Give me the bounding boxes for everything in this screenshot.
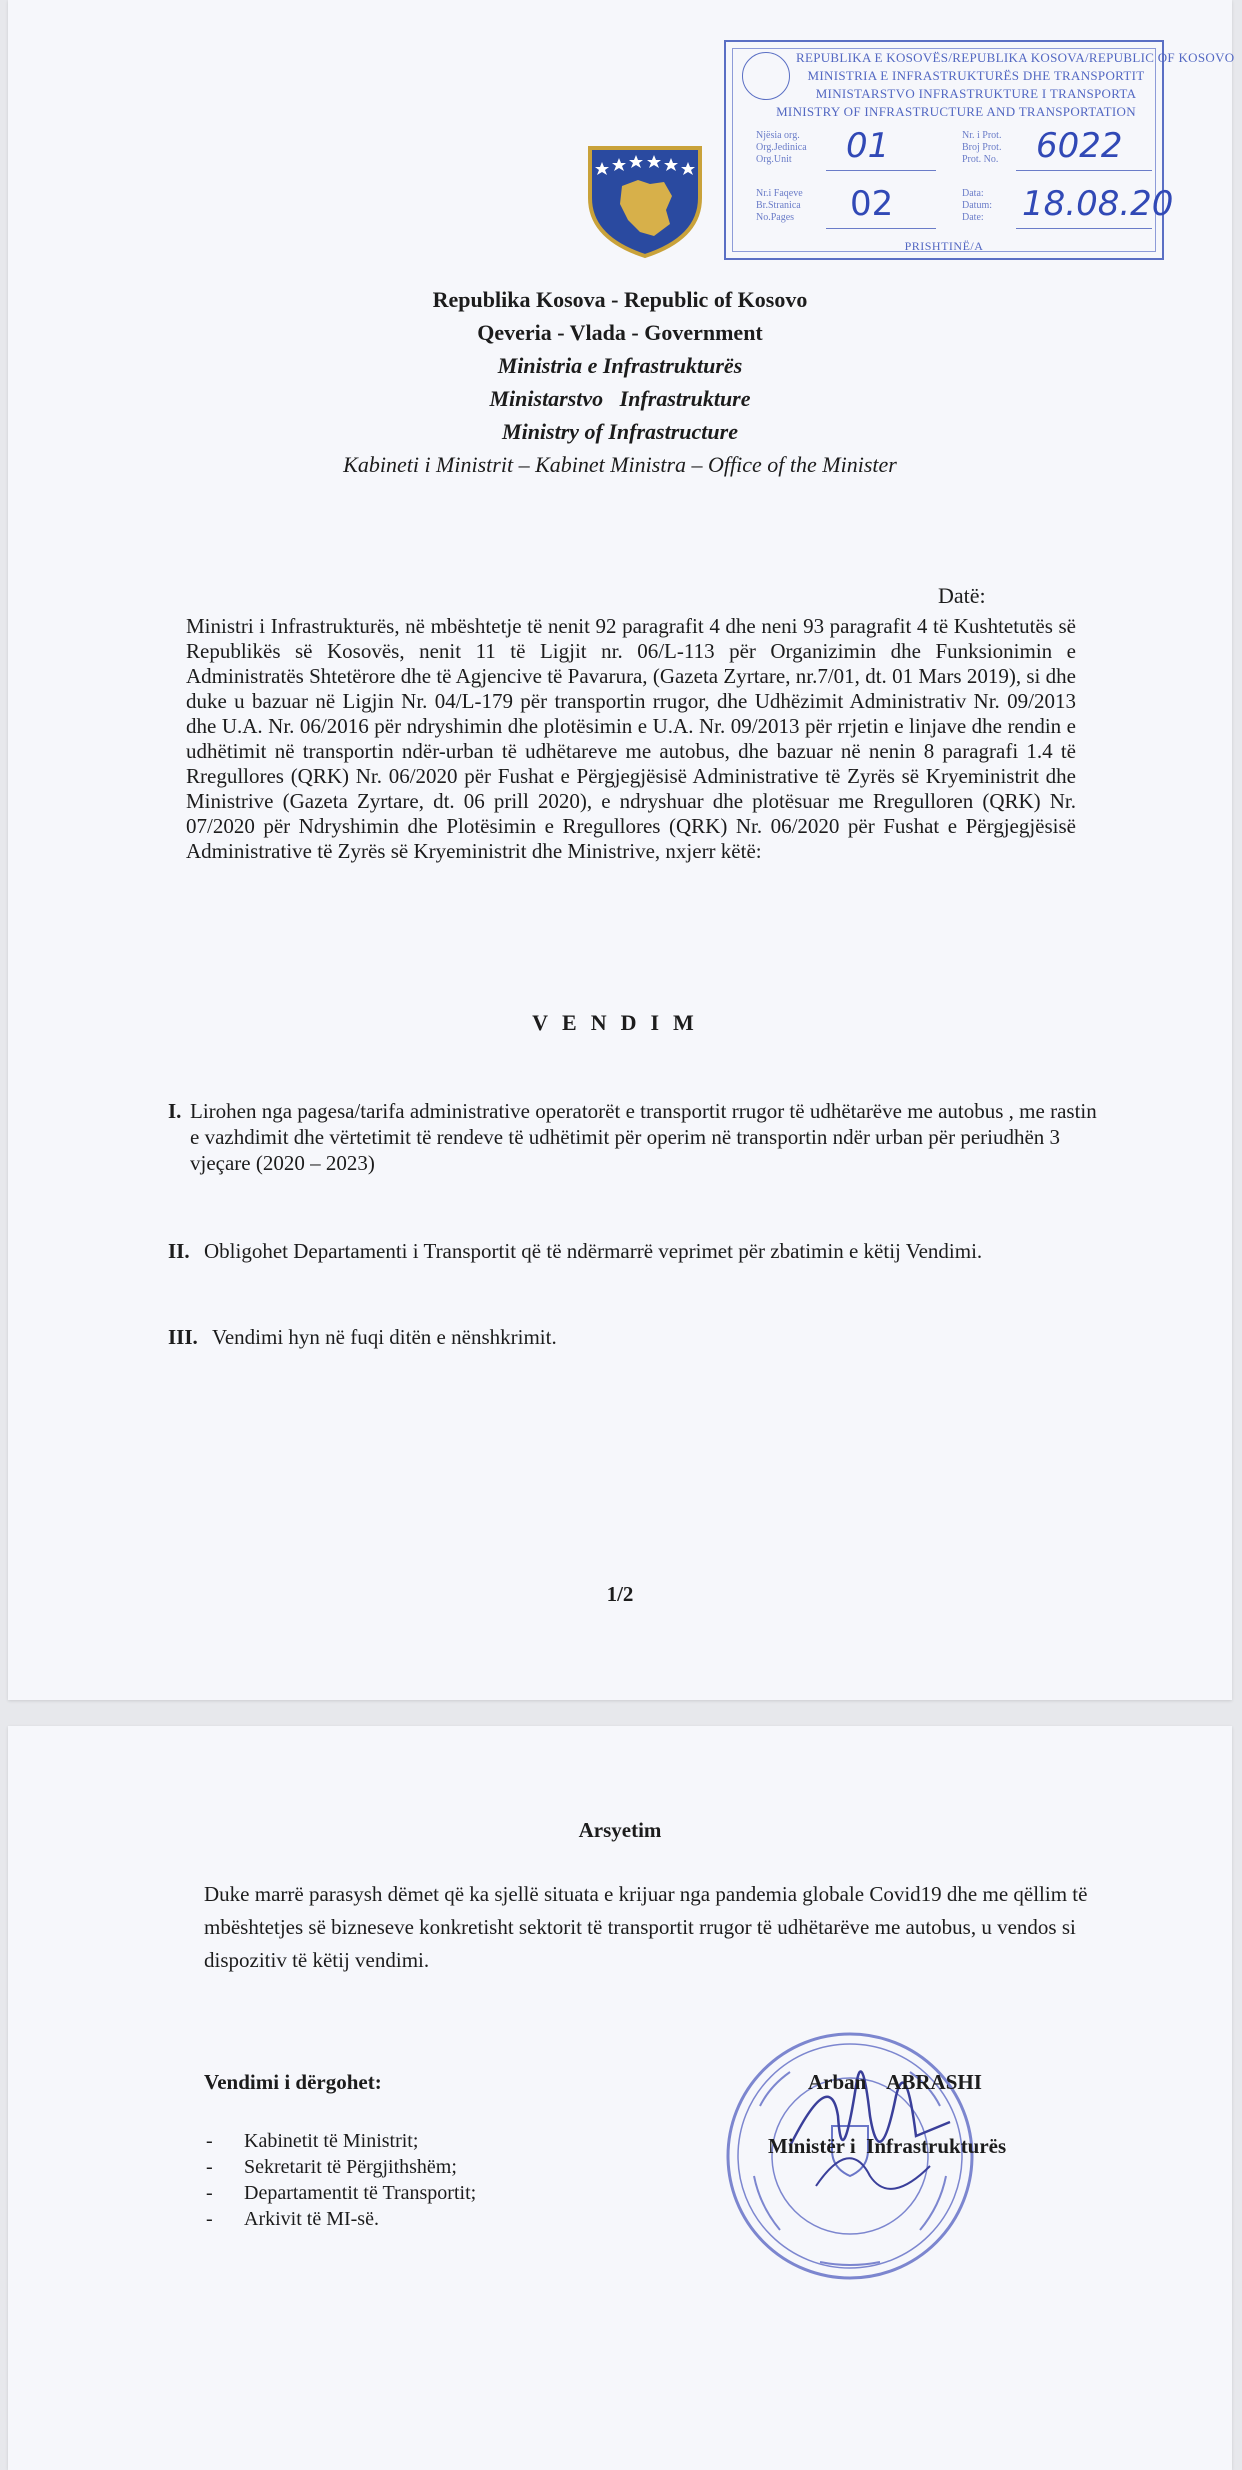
stamp-date-label: Data: Datum: Date:	[962, 188, 992, 223]
decision-item-3	[168, 1324, 1048, 1350]
decision-item-number: III.	[168, 1325, 198, 1349]
header-republic: Republika Kosova - Republic of Kosovo	[432, 287, 808, 312]
stamp-unit-label: Njësia org. Org.Jedinica Org.Unit	[756, 130, 807, 165]
decision-item-text: Obligohet Departamenti i Transportit që të ndërmarrë veprimet për zbatimin e këtij Vendimi.	[204, 1239, 983, 1263]
stamp-line-4: MINISTRY OF INFRASTRUCTURE AND TRANSPORTATION	[776, 104, 1136, 119]
signer-role: Ministër i Infrastrukturës	[768, 2134, 1007, 2158]
list-item: - Kabinetit të Ministrit;	[204, 2128, 476, 2154]
preamble-paragraph: Ministri i Infrastrukturës, në mbështetje të nenit 92 paragrafit 4 dhe neni 93 paragrafit 4 të Kushtetutës së Republikës së Kosovës, nenit 11 të Ligjit nr. 06/L-113 për Organizimin dhe Funksionimin e Administratës Shtetërore dhe të Agjencive të Pavarura, (Gazeta Zyrtare, nr.7/01, dt. 01 Mars 2019), si dhe duke u bazuar në Ligjin Nr. 04/L-179 për transportin rrugor, dhe Udhëzimit Administrativ Nr. 09/2013 dhe U.A. Nr. 06/2016 për ndryshimin dhe plotësimin e U.A. Nr. 09/2013 për rrjetin e linjave dhe rendin e udhëtimit në transportin ndër-urban të udhëtareve me autobus, dhe bazuar në nenin 8 paragrafi 1.4 të Rregullores (QRK) Nr. 06/2020 për Fushat e Përgjegjësisë Administrative të Zyrës së Kryeministrit dhe Ministrive (Gazeta Zyrtare, dt. 06 prill 2020), e ndryshuar dhe plotësuar me Rregulloren (QRK) Nr. 07/2020 për Ndryshimin dhe Plotësimin e Rregullores (QRK) Nr. 06/2020 për Fushat e Përgjegjësisë Administrative të Zyrës së Kryeministrit dhe Ministrive, nxjerr këtë:	[186, 614, 1076, 863]
stamp-date-value: 18.08.20	[1022, 184, 1174, 224]
stamp-pages-label: Nr.i Faqeve Br.Stranica No.Pages	[756, 188, 803, 223]
date-label: Datë:	[938, 583, 986, 608]
document-page-2	[8, 1726, 1232, 2470]
decision-title: VENDIM	[532, 1010, 708, 1035]
kosovo-coat-of-arms-icon	[580, 140, 710, 260]
header-office: Kabineti i Ministrit – Kabinet Ministra – Office of the Minister	[343, 452, 897, 477]
stamp-emblem-icon	[742, 52, 790, 100]
decision-item-number: II.	[168, 1239, 190, 1263]
list-item: - Departamentit të Transportit;	[204, 2180, 476, 2206]
stamp-city: PRISHTINË/A	[904, 239, 984, 253]
recipients-title: Vendimi i dërgohet:	[204, 2070, 382, 2094]
decision-item-1	[168, 1098, 1098, 1176]
page-number: 1/2	[606, 1582, 634, 1606]
stamp-line-1: REPUBLIKA E KOSOVËS/REPUBLIKA KOSOVA/REPUBLIC OF KOSOVO	[796, 50, 1235, 65]
signer-name: Arban ABRASHI	[808, 2070, 982, 2094]
decision-item-2	[168, 1238, 1048, 1264]
stamp-pages-value: 02	[850, 184, 894, 224]
header-ministry-sr: Ministarstvo Infrastrukture	[489, 386, 751, 411]
header-ministry-en: Ministry of Infrastructure	[502, 419, 738, 444]
stamp-line-2: MINISTRIA E INFRASTRUKTURËS DHE TRANSPORTIT	[807, 68, 1145, 83]
header-government: Qeveria - Vlada - Government	[477, 320, 763, 345]
stamp-prot-label: Nr. i Prot. Broj Prot. Prot. No.	[962, 130, 1002, 165]
reasoning-paragraph: Duke marrë parasysh dëmet që ka sjellë situata e krijuar nga pandemia globale Covid19 dhe me qëllim të mbështetjes së bizneseve konkretisht sektorit të transportit rrugor të udhëtarëve me autobus, u vendos si dispozitiv të këtij vendimi.	[204, 1882, 1088, 1972]
header-ministry-sq: Ministria e Infrastrukturës	[497, 353, 743, 378]
protocol-stamp	[724, 40, 1235, 260]
recipients-list	[204, 2128, 476, 2232]
list-item: - Sekretarit të Përgjithshëm;	[204, 2154, 476, 2180]
list-item: - Arkivit të MI-së.	[204, 2206, 476, 2232]
decision-item-text: Lirohen nga pagesa/tarifa administrative operatorët e transportit rrugor të udhëtarëve me autobus , me rastin e vazhdimit dhe vërtetimit të rendeve të udhëtimit për operim në transportin ndër urban për periudhën 3 vjeçare (2020 – 2023)	[190, 1099, 1097, 1175]
reasoning-heading: Arsyetim	[578, 1818, 662, 1842]
stamp-unit-value: 01	[846, 126, 890, 166]
letterhead	[8, 283, 1232, 481]
document-page-1	[8, 0, 1235, 1700]
stamp-prot-value: 6022	[1036, 126, 1123, 166]
decision-item-number: I.	[168, 1099, 182, 1123]
stamp-line-3: MINISTARSTVO INFRASTRUKTURE I TRANSPORTA	[815, 86, 1137, 101]
decision-item-text: Vendimi hyn në fuqi ditën e nënshkrimit.	[212, 1325, 557, 1349]
